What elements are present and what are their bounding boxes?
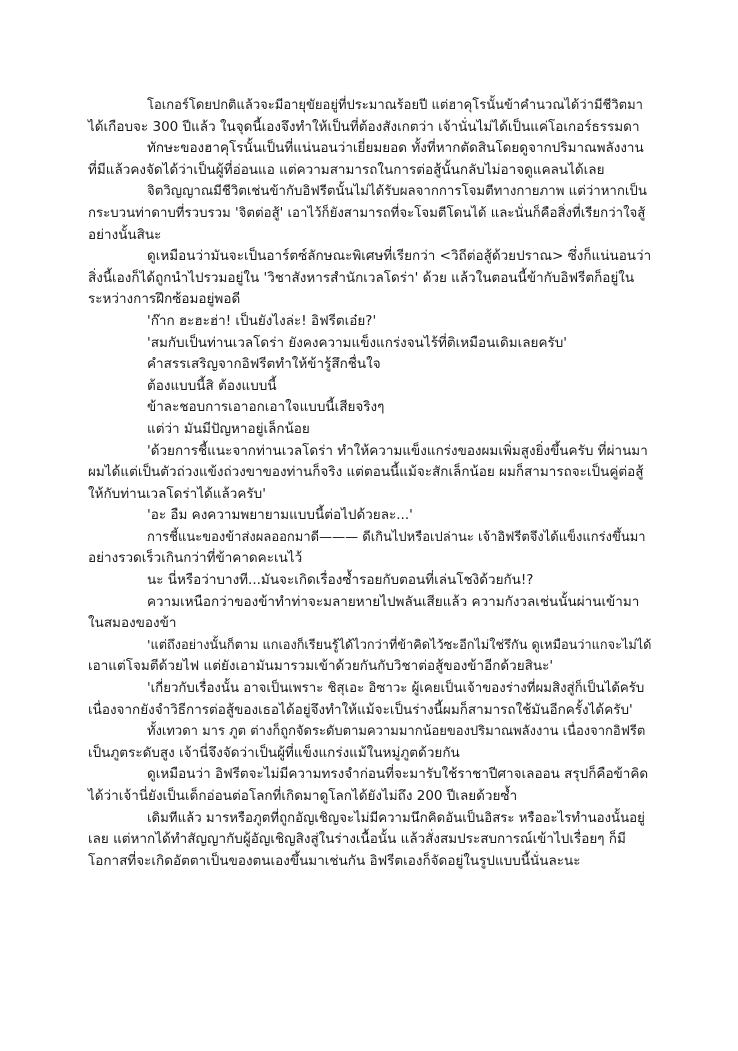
text-line: ความเหนือกว่าของข้าทำท่าจะมลายหายไปพลันเสียแล้ว ความกังวลเช่นนั้นผ่านเข้ามา <box>147 593 640 610</box>
text-line: ให้กับท่านเวลโดร่าได้แล้วครับ' <box>88 485 266 502</box>
text-line: การชี้แนะของข้าส่งผลออกมาดี——— ดีเกินไปหรือเปล่านะ เจ้าอิฟรีตจึงได้แข็งแกร่งขึ้นมา <box>147 529 646 545</box>
text-line: เป็นภูตระดับสูง เจ้านี่จึงจัดว่าเป็นผู้ที่แข็งแกร่งแม้ในหมู่ภูตด้วยกัน <box>88 744 460 761</box>
text-line: ทั้งเทวดา มาร ภูต ต่างก็ถูกจัดระดับตามความมากน้อยของปริมาณพลังงาน เนื่องจากอิฟรีต <box>147 724 646 740</box>
text-line: ข้าละชอบการเอาอกเอาใจแบบนี้เสียจริงๆ <box>147 399 385 416</box>
text-line: โอกาสที่จะเกิดอัตตาเป็นของตนเองขึ้นมาเช่นกัน อิฟรีตเองก็จัดอยู่ในรูปแบบนี้นั่นละนะ <box>88 852 581 869</box>
text-line: ในสมองของข้า <box>88 615 177 632</box>
text-line: อย่างนั้นสินะ <box>88 226 162 243</box>
text-line: แต่ว่า มันมีปัญหาอยู่เล็กน้อย <box>147 420 310 437</box>
text-line: กระบวนท่าดาบที่รวบรวม 'จิตต่อสู้' เอาไว้ก็ยังสามารถที่จะโจมตีโดนได้ และนั่นก็คือสิ่งที่เรียกว่าใจสู้ <box>88 205 646 221</box>
text-line: คำสรรเสริญจากอิฟรีตทำให้ข้ารู้สึกชื่นใจ <box>147 356 381 373</box>
text-line: ได้ว่าเจ้านี่ยังเป็นเด็กอ่อนต่อโลกที่เกิดมาดูโลกได้ยังไม่ถึง 200 ปีเลยด้วยซ้ำ <box>88 788 518 804</box>
text-line: ผมได้แต่เป็นตัวถ่วงแข้งถ่วงขาของท่านก็จริง แต่ตอนนี้แม้จะสักเล็กน้อย ผมก็สามารถจะเป็นคู่ต่อสู้ <box>88 464 644 481</box>
text-line: ได้เกือบจะ 300 ปีแล้ว ในจุดนี้เองจึงทำให้เป็นที่ต้องสังเกตว่า เจ้านั่นไม่ได้เป็นแค่โอเกอร์ธรรมดา <box>88 118 640 135</box>
text-line: โอเกอร์โดยปกติแล้วจะมีอายุขัยอยู่ที่ประมาณร้อยปี แต่ฮาคุโรนั้นข้าคำนวณได้ว่ามีชีวิตมา <box>147 98 643 113</box>
text-line: จิตวิญญาณมีชีวิตเช่นข้ากับอิฟรีตนั้นไม่ได้รับผลจากการโจมตีทางกายภาพ แต่ว่าหากเป็น <box>147 184 647 200</box>
text-line: 'เกี่ยวกับเรื่องนั้น อาจเป็นเพราะ ชิสุเอะ อิซาวะ ผู้เคยเป็นเจ้าของร่างที่ผมสิงสู่ก็เป็นได้ครับ <box>147 681 645 697</box>
text-line: 'อะ อืม คงความพยายามแบบนี้ต่อไปด้วยละ...' <box>147 507 413 524</box>
text-line: เลย แต่หากได้ทำสัญญากับผู้อัญเชิญสิงสู่ในร่างเนื้อนั้น แล้วสั่งสมประสบการณ์เข้าไปเรื่อยๆ ก็มี <box>88 831 626 848</box>
text-line: 'ด้วยการชี้แนะจากท่านเวลโดร่า ทำให้ความแข็งแกร่งของผมเพิ่มสูงยิ่งขึ้นครับ ที่ผ่านมา <box>147 442 648 459</box>
text-line: ที่มีแล้วคงจัดได้ว่าเป็นผู้ที่อ่อนแอ แต่ความสามารถในการต่อสู้นั้นกลับไม่อาจดูแคลนได้เลย <box>88 161 605 178</box>
text-line: ดูเหมือนว่ามันจะเป็นอาร์ตซ์ลักษณะพิเศษที่เรียกว่า <วิถีต่อสู้ด้วยปราณ> ซึ่งก็แน่นอนว่า <box>147 248 652 265</box>
text-line: เดิมทีแล้ว มารหรือภูตที่ถูกอัญเชิญจะไม่มีความนึกคิดอันเป็นอิสระ หรืออะไรทำนองนั้นอยู่ <box>147 810 645 826</box>
text-line: ต้องแบบนี้สิ ต้องแบบนี้ <box>147 377 277 394</box>
text-line: 'ก๊าก ฮะฮะฮ่า! เป็นยังไงล่ะ! อิฟรีตเอ๋ย?' <box>147 312 377 329</box>
text-line: ทักษะของฮาคุโรนั้นเป็นที่แน่นอนว่าเยี่ยมยอด ทั้งที่หากตัดสินโดยดูจากปริมาณพลังงาน <box>147 140 644 157</box>
text-line: อย่างรวดเร็วเกินกว่าที่ข้าคาดคะเนไว้ <box>88 550 303 567</box>
text-line: ระหว่างการฝึกซ้อมอยู่พอดี <box>88 291 241 308</box>
text-line: ดูเหมือนว่า อิฟรีตจะไม่มีความทรงจำก่อนที่จะมารับใช้ราชาปีศาจเลออน สรุปก็คือข้าคิด <box>147 766 649 783</box>
text-line: เนื่องจากยังจำวิธีการต่อสู้ของเธอได้อยู่จึงทำให้แม้จะเป็นร่างนี้ผมก็สามารถใช้มันอีกครั้งได้ครับ' <box>88 701 633 718</box>
text-line: นะ นี่หรือว่าบางที...มันจะเกิดเรื่องซ้ำรอยกับตอนที่เล่นโชงิด้วยกัน!? <box>147 572 534 589</box>
text-line: 'แต่ถึงอย่างนั้นก็ตาม แกเองก็เรียนรู้ได้ไวกว่าที่ข้าคิดไว้ซะอีกไม่ใช่รึกัน ดูเหมือนว่าแกจะไม่ได้ <box>147 637 652 653</box>
text-line: สิ่งนี้เองก็ได้ถูกนำไปรวมอยู่ใน 'วิชาสังหารสำนักเวลโดร่า' ด้วย แล้วในตอนนี้ข้ากับอิฟรีตก็อยู่ใน <box>88 269 635 286</box>
document-page <box>88 95 650 872</box>
text-line: 'สมกับเป็นท่านเวลโดร่า ยังคงความแข็งแกร่งจนไร้ที่ติเหมือนเดิมเลยครับ' <box>147 334 568 351</box>
text-line: เอาแต่โจมตีด้วยไฟ แต่ยังเอามันมารวมเข้าด้วยกันกับวิชาต่อสู้ของข้าอีกด้วยสินะ' <box>88 658 554 675</box>
